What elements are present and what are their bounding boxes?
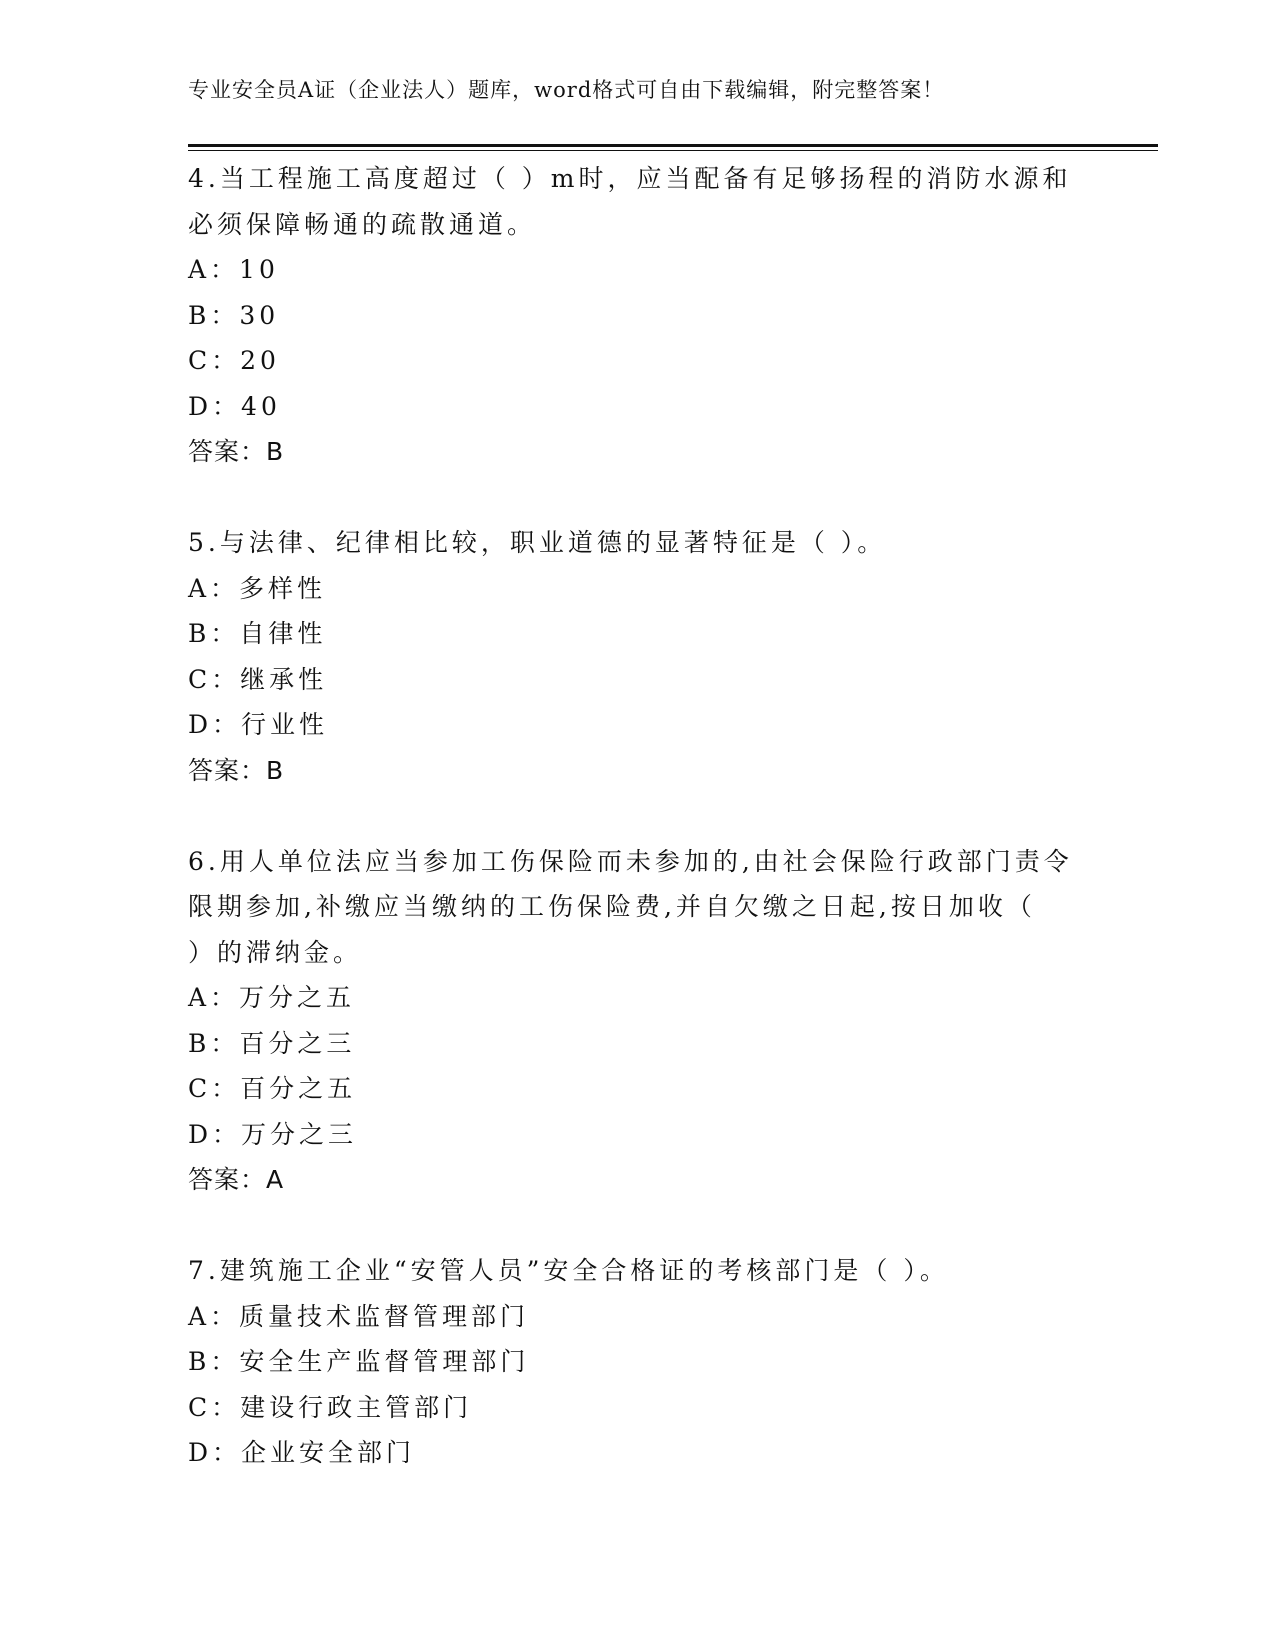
- page-header: 专业安全员A证（企业法人）题库，word格式可自由下载编辑，附完整答案！: [188, 78, 945, 102]
- question-text: 7.建筑施工企业“安管人员”安全合格证的考核部门是（ ）。: [188, 1256, 949, 1285]
- option-a: A：质量技术监督管理部门: [188, 1301, 530, 1331]
- header-rule-thin: [188, 150, 1158, 151]
- question-7: [188, 1248, 1088, 1476]
- option-c: C：建设行政主管部门: [188, 1392, 473, 1422]
- option-a: A：万分之五: [188, 983, 356, 1012]
- option-b: B：30: [188, 300, 280, 330]
- option-c: C：继承性: [188, 664, 328, 694]
- spacer: [188, 793, 1088, 839]
- question-text: 6.用人单位法应当参加工伤保险而未参加的,由社会保险行政部门责令: [188, 846, 1073, 876]
- header-rule-thick: [188, 144, 1158, 147]
- question-text: 4.当工程施工高度超过（ ）m时，应当配备有足够扬程的消防水源和: [188, 164, 1072, 193]
- question-list: [188, 156, 1088, 1476]
- question-6: [188, 839, 1088, 1203]
- spacer: [188, 1203, 1088, 1249]
- question-5: [188, 520, 1088, 793]
- question-text: ）的滞纳金。: [188, 937, 363, 967]
- option-c: C：20: [188, 346, 280, 375]
- option-d: D：万分之三: [188, 1119, 358, 1149]
- answer: 答案：B: [188, 437, 285, 466]
- spacer: [188, 475, 1088, 521]
- question-text: 限期参加,补缴应当缴纳的工伤保险费,并自欠缴之日起,按日加收（: [188, 892, 1036, 921]
- option-b: B：安全生产监督管理部门: [188, 1347, 530, 1376]
- option-b: B：百分之三: [188, 1028, 356, 1058]
- question-text: 必须保障畅通的疏散通道。: [188, 209, 537, 239]
- answer: 答案：B: [188, 755, 285, 785]
- question-4: [188, 156, 1088, 475]
- option-c: C：百分之五: [188, 1074, 357, 1103]
- option-d: D：行业性: [188, 710, 329, 739]
- option-b: B：自律性: [188, 619, 327, 648]
- answer: 答案：A: [188, 1165, 285, 1194]
- option-a: A：10: [188, 255, 279, 284]
- option-d: D：企业安全部门: [188, 1438, 416, 1467]
- option-d: D：40: [188, 391, 281, 421]
- question-text: 5.与法律、纪律相比较，职业道德的显著特征是（ ）。: [188, 528, 887, 557]
- option-a: A：多样性: [188, 573, 327, 603]
